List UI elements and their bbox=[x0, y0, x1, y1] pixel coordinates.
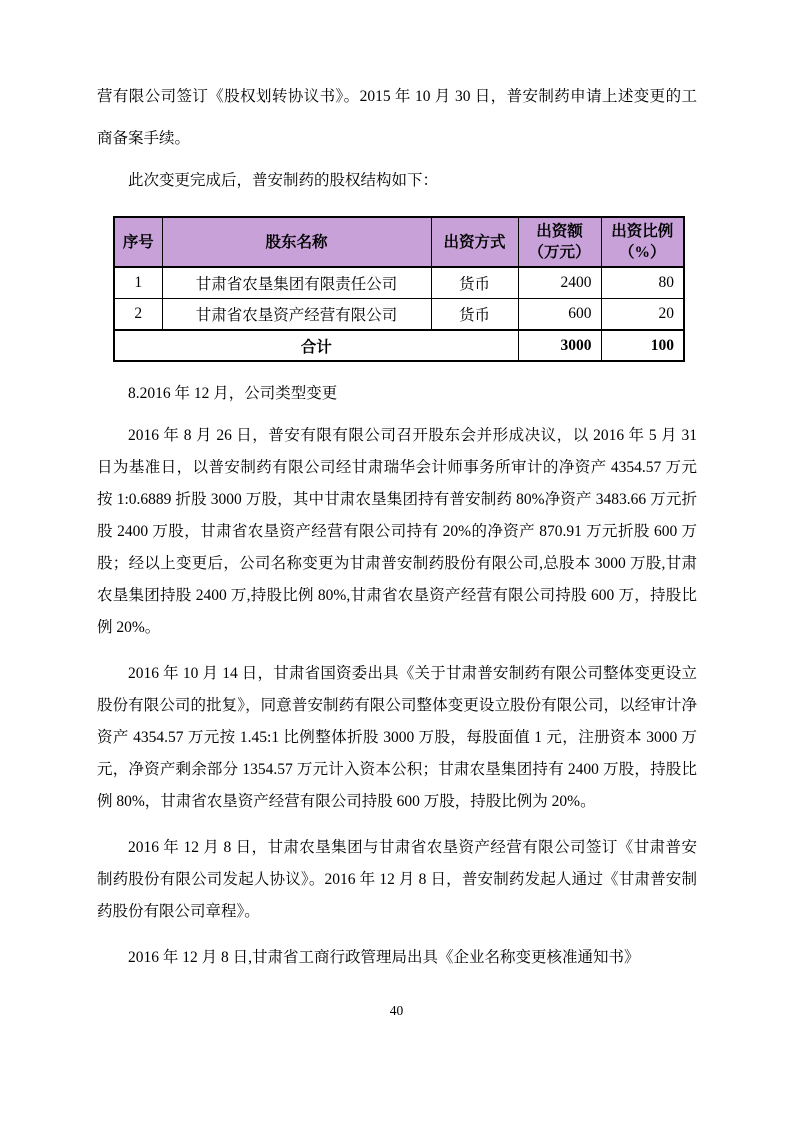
header-label: 序号 bbox=[122, 233, 154, 251]
header-label: 出资比例 bbox=[611, 223, 674, 240]
cell-shareholder: 甘肃省农垦集团有限责任公司 bbox=[162, 267, 431, 299]
paragraph-promoters-agreement: 2016 年 12 月 8 日，甘肃农垦集团与甘肃省农垦资产经营有限公司签订《甘肃普安制药股份有限公司发起人协议》。2016 年 12 月 8 日，普安制药发起人通过《甘肃普安制药股份有限公司章程》。 bbox=[97, 839, 697, 920]
section-heading-item8: 8.2016 年 12 月，公司类型变更 bbox=[128, 385, 338, 402]
cell-shareholder: 甘肃省农垦资产经营有限公司 bbox=[162, 299, 431, 331]
cell-total-amount: 3000 bbox=[518, 330, 601, 361]
table-row bbox=[114, 267, 684, 299]
header-cell-no bbox=[114, 217, 162, 267]
header-sublabel: （万元） bbox=[528, 244, 591, 261]
header-cell-method bbox=[431, 217, 518, 267]
header-label: 出资方式 bbox=[443, 233, 506, 251]
cell-amount: 600 bbox=[518, 299, 601, 331]
equity-structure-table bbox=[113, 216, 685, 362]
cell-ratio: 80 bbox=[601, 267, 684, 299]
paragraph-intro: 此次变更完成后，普安制药的股权结构如下： bbox=[128, 172, 439, 189]
table-row bbox=[114, 299, 684, 331]
document-content bbox=[97, 76, 697, 974]
cell-total-ratio: 100 bbox=[601, 330, 684, 361]
header-label: 股东名称 bbox=[265, 233, 328, 251]
header-cell-shareholder bbox=[162, 217, 431, 267]
paragraph-resolution: 2016 年 8 月 26 日，普安有限有限公司召开股东会并形成决议，以 2016 年 5 月 31 日为基准日，以普安制药有限公司经甘肃瑞华会计师事务所审计的净资产 4354.57 万元按 1:0.6889 折股 3000 万股，其中甘肃农垦集团持有普安制药 80%净资产 3483.66 万元折股 2400 万股，甘肃省农垦资产经营有限公司持有 20%的净资产 870.91 万元折股 600 万股；经以上变更后，公司名称变更为甘肃普安制药股份有限公司,总股本 3000 万股,甘肃农垦集团持股 2400 万,持股比例 80%,甘肃省农垦资产经营有限公司持股 600 万，持股比例 20%。 bbox=[97, 427, 697, 636]
page-number: 40 bbox=[389, 1003, 404, 1018]
cell-total-label: 合计 bbox=[114, 330, 518, 361]
cell-method: 货币 bbox=[431, 299, 518, 331]
cell-method: 货币 bbox=[431, 267, 518, 299]
cell-ratio: 20 bbox=[601, 299, 684, 331]
table-total-row bbox=[114, 330, 684, 361]
paragraph-approval: 2016 年 10 月 14 日，甘肃省国资委出具《关于甘肃普安制药有限公司整体变更设立股份有限公司的批复》，同意普安制药有限公司整体变更设立股份有限公司，以经审计净资产 4354.57 万元按 1.45:1 比例整体折股 3000 万股，每股面值 1 元，注册资本 3000 万元，净资产剩余部分 1354.57 万元计入资本公积；甘肃农垦集团持有 2400 万股，持股比例 80%，甘肃省农垦资产经营有限公司持股 600 万股，持股比例为 20%。 bbox=[97, 665, 697, 810]
cell-no: 2 bbox=[114, 299, 162, 331]
header-cell-amount bbox=[518, 217, 601, 267]
cell-amount: 2400 bbox=[518, 267, 601, 299]
header-sublabel: （%） bbox=[618, 244, 666, 261]
paragraph-continuation: 营有限公司签订《股权划转协议书》。2015 年 10 月 30 日，普安制药申请上述变更的工商备案手续。 bbox=[97, 88, 697, 147]
cell-no: 1 bbox=[114, 267, 162, 299]
paragraph-name-change-notice: 2016 年 12 月 8 日,甘肃省工商行政管理局出具《企业名称变更核准通知书》 bbox=[128, 949, 640, 966]
header-label: 出资额 bbox=[536, 223, 583, 240]
table-header-row bbox=[114, 217, 684, 267]
header-cell-ratio bbox=[601, 217, 684, 267]
